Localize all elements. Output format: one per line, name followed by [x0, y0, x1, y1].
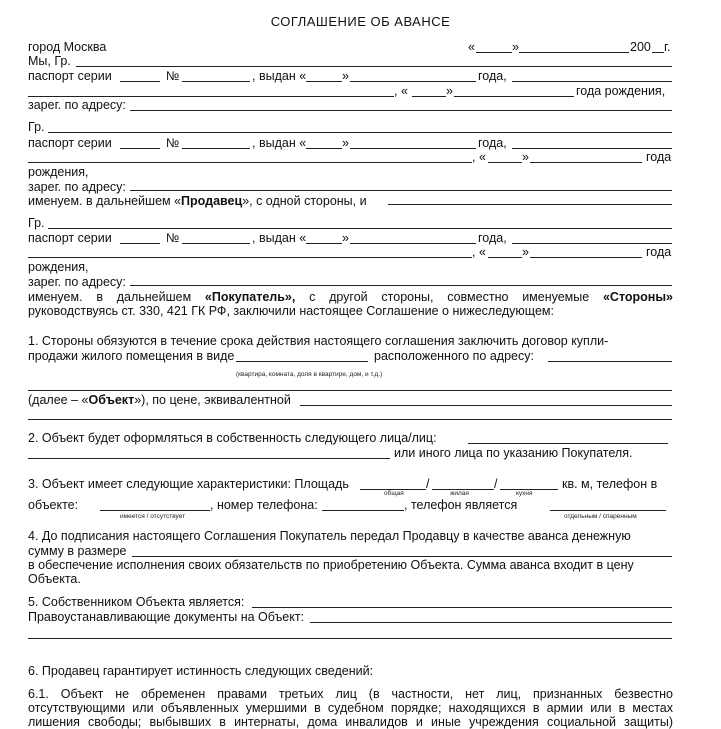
registration-blank[interactable]	[130, 110, 672, 111]
phone-type-blank[interactable]	[550, 510, 666, 511]
passport-series-blank[interactable]	[120, 148, 160, 149]
clause-3-phone-label: кв. м, телефон в	[562, 477, 658, 491]
date-month-blank[interactable]	[519, 52, 629, 53]
clause-4-line-3: в обеспечение исполнения своих обязательств по приобретению Объекта. Сумма аванса входит в цену	[28, 558, 634, 572]
parties-role: «Стороны»	[602, 290, 673, 304]
birth-quote-close: »	[522, 245, 529, 259]
phone-presence-hint: имеется / отсутствует	[120, 513, 186, 520]
property-address-blank[interactable]	[548, 361, 672, 362]
party2-name-blank[interactable]	[48, 132, 672, 133]
issued-by-blank[interactable]	[512, 81, 672, 82]
party1-name-blank[interactable]	[76, 66, 672, 67]
birth-quote-open: , «	[472, 150, 486, 164]
registration-blank[interactable]	[130, 285, 672, 286]
area-slash-1: /	[426, 477, 430, 491]
birth-day-blank[interactable]	[412, 96, 446, 97]
clause-1-price-label: (далее – «Объект»), по цене, эквивалентной	[28, 393, 291, 407]
seller-role: Продавец	[181, 194, 243, 208]
object-term: Объект	[88, 393, 135, 407]
owner-to-be-blank-2[interactable]	[28, 458, 390, 459]
passport-number-label: №	[166, 231, 180, 245]
birth-month-blank[interactable]	[530, 162, 642, 163]
citizen-label: Гр.	[28, 216, 45, 230]
guided-by-text: руководствуясь ст. 330, 421 ГК РФ, заключили настоящее Соглашение о нижеследующем:	[28, 304, 554, 318]
date-quote-close: »	[512, 40, 519, 54]
phone-number-blank[interactable]	[322, 510, 404, 511]
issued-by-blank-2[interactable]	[28, 257, 472, 258]
seller-extra-blank[interactable]	[388, 204, 672, 205]
advance-amount-blank[interactable]	[132, 556, 672, 557]
area-kitchen-hint: кухня	[516, 490, 533, 497]
birth-month-blank[interactable]	[454, 96, 574, 97]
registration-label: зарег. по адресу:	[28, 180, 126, 194]
passport-number-label: №	[166, 69, 180, 83]
issued-month-blank[interactable]	[350, 148, 476, 149]
passport-series-blank[interactable]	[120, 243, 160, 244]
clause-1-line-1: 1. Стороны обязуются в течение срока действия настоящего соглашения заключить договор купли-	[28, 334, 609, 348]
clause-3-area-label: 3. Объект имеет следующие характеристики: Площадь	[28, 477, 349, 491]
owner-to-be-blank[interactable]	[468, 443, 668, 444]
buyer-role: «Покупатель»,	[204, 290, 296, 304]
document-title: СОГЛАШЕНИЕ ОБ АВАНСЕ	[270, 14, 451, 29]
phone-presence-blank[interactable]	[100, 510, 210, 511]
passport-number-blank[interactable]	[182, 243, 250, 244]
issued-label: , выдан «	[252, 231, 307, 245]
clause-3-object-label: объекте:	[28, 498, 79, 512]
phone-type-hint: отдельным / спаренным	[564, 513, 637, 520]
registration-label: зарег. по адресу:	[28, 98, 126, 112]
issued-year-label: года,	[478, 231, 507, 245]
birth-quote-open: , «	[472, 245, 486, 259]
issued-by-blank[interactable]	[512, 243, 672, 244]
title-docs-blank-2[interactable]	[28, 638, 672, 639]
issued-by-blank-2[interactable]	[28, 162, 472, 163]
price-blank[interactable]	[300, 405, 672, 406]
issued-label: , выдан «	[252, 136, 307, 150]
issued-year-label: года,	[478, 69, 507, 83]
birth-month-blank[interactable]	[530, 257, 642, 258]
property-address-blank-2[interactable]	[28, 390, 672, 391]
clause-2-line-1: 2. Объект будет оформляться в собственность следующего лица/лиц:	[28, 431, 437, 445]
birth-year-label: года	[646, 245, 672, 259]
seller-designation: именуем. в дальнейшем «Продавец», с одной стороны, и	[28, 194, 367, 208]
birth-quote-close: »	[522, 150, 529, 164]
passport-number-blank[interactable]	[182, 148, 250, 149]
party3-name-blank[interactable]	[48, 228, 672, 229]
birth-label: рождения,	[28, 165, 89, 179]
issued-month-blank[interactable]	[350, 243, 476, 244]
birth-label: рождения,	[28, 260, 89, 274]
date-day-blank[interactable]	[476, 52, 512, 53]
passport-series-label: паспорт серии	[28, 231, 112, 245]
year-suffix: г.	[664, 40, 671, 54]
issued-by-blank-2[interactable]	[28, 96, 394, 97]
issued-year-label: года,	[478, 136, 507, 150]
birth-quote-close: »	[446, 84, 453, 98]
registration-blank[interactable]	[130, 190, 672, 191]
price-blank-2[interactable]	[28, 419, 672, 420]
clause-6-line-1: 6. Продавец гарантирует истинность следующих сведений:	[28, 664, 374, 678]
passport-number-label: №	[166, 136, 180, 150]
issued-close: »	[342, 231, 349, 245]
year-prefix: 200	[630, 40, 651, 54]
clause-1-address-label: расположенного по адресу:	[374, 349, 534, 363]
clause-6-1-line-2: отсутствующими или объявленных умершими в судебном порядке; находящихся в армии или в местах	[28, 701, 673, 715]
area-slash-2: /	[494, 477, 498, 491]
title-docs-blank[interactable]	[310, 622, 672, 623]
passport-series-label: паспорт серии	[28, 69, 112, 83]
birth-year-label: года	[646, 150, 672, 164]
property-type-hint: (квартира, комната, доля в квартире, дом, и т.д.)	[236, 371, 383, 378]
issued-label: , выдан «	[252, 69, 307, 83]
issued-month-blank[interactable]	[350, 81, 476, 82]
passport-number-blank[interactable]	[182, 81, 250, 82]
clause-2-line-2: или иного лица по указанию Покупателя.	[394, 446, 633, 460]
issued-day-blank[interactable]	[306, 243, 342, 244]
birth-year-label: года рождения,	[576, 84, 666, 98]
issued-close: »	[342, 69, 349, 83]
clause-6-1-line-1: 6.1. Объект не обременен правами третьих лиц (в частности, нет лиц, признанных безвестно	[28, 687, 673, 701]
city-label: город Москва	[28, 40, 107, 54]
citizen-label: Гр.	[28, 120, 45, 134]
birth-quote-open: , «	[394, 84, 408, 98]
clause-4-amount-label: сумму в размере	[28, 544, 127, 558]
issued-day-blank[interactable]	[306, 81, 342, 82]
issued-day-blank[interactable]	[306, 148, 342, 149]
date-year-blank[interactable]	[652, 52, 664, 53]
clause-5-docs-label: Правоустанавливающие документы на Объект:	[28, 610, 305, 624]
clause-3-phone-number-label: , номер телефона:	[210, 498, 318, 512]
date-quote-open: «	[468, 40, 475, 54]
clause-4-line-4: Объекта.	[28, 572, 81, 586]
area-total-hint: общая	[384, 490, 404, 497]
clause-1-property-type-label: продажи жилого помещения в виде	[28, 349, 235, 363]
issued-by-blank[interactable]	[512, 148, 672, 149]
clause-6-1-line-3: лишения свободы; выбывших в интернаты, дома инвалидов и иные учреждения социальной защиты)	[28, 715, 673, 729]
issued-close: »	[342, 136, 349, 150]
buyer-designation: именуем. в дальнейшем «Покупатель», с другой стороны, совместно именуемые «Стороны»	[28, 290, 673, 304]
passport-series-label: паспорт серии	[28, 136, 112, 150]
registration-label: зарег. по адресу:	[28, 275, 126, 289]
birth-day-blank[interactable]	[488, 257, 522, 258]
birth-day-blank[interactable]	[488, 162, 522, 163]
area-living-hint: жилая	[450, 490, 469, 497]
we-label: Мы, Гр.	[28, 54, 71, 68]
clause-5-owner-label: 5. Собственником Объекта является:	[28, 595, 245, 609]
clause-3-phone-type-label: , телефон является	[404, 498, 518, 512]
clause-4-line-1: 4. До подписания настоящего Соглашения Покупатель передал Продавцу в качестве аванса денежную	[28, 529, 631, 543]
owner-blank[interactable]	[252, 607, 672, 608]
property-type-blank[interactable]	[236, 361, 368, 362]
passport-series-blank[interactable]	[120, 81, 160, 82]
